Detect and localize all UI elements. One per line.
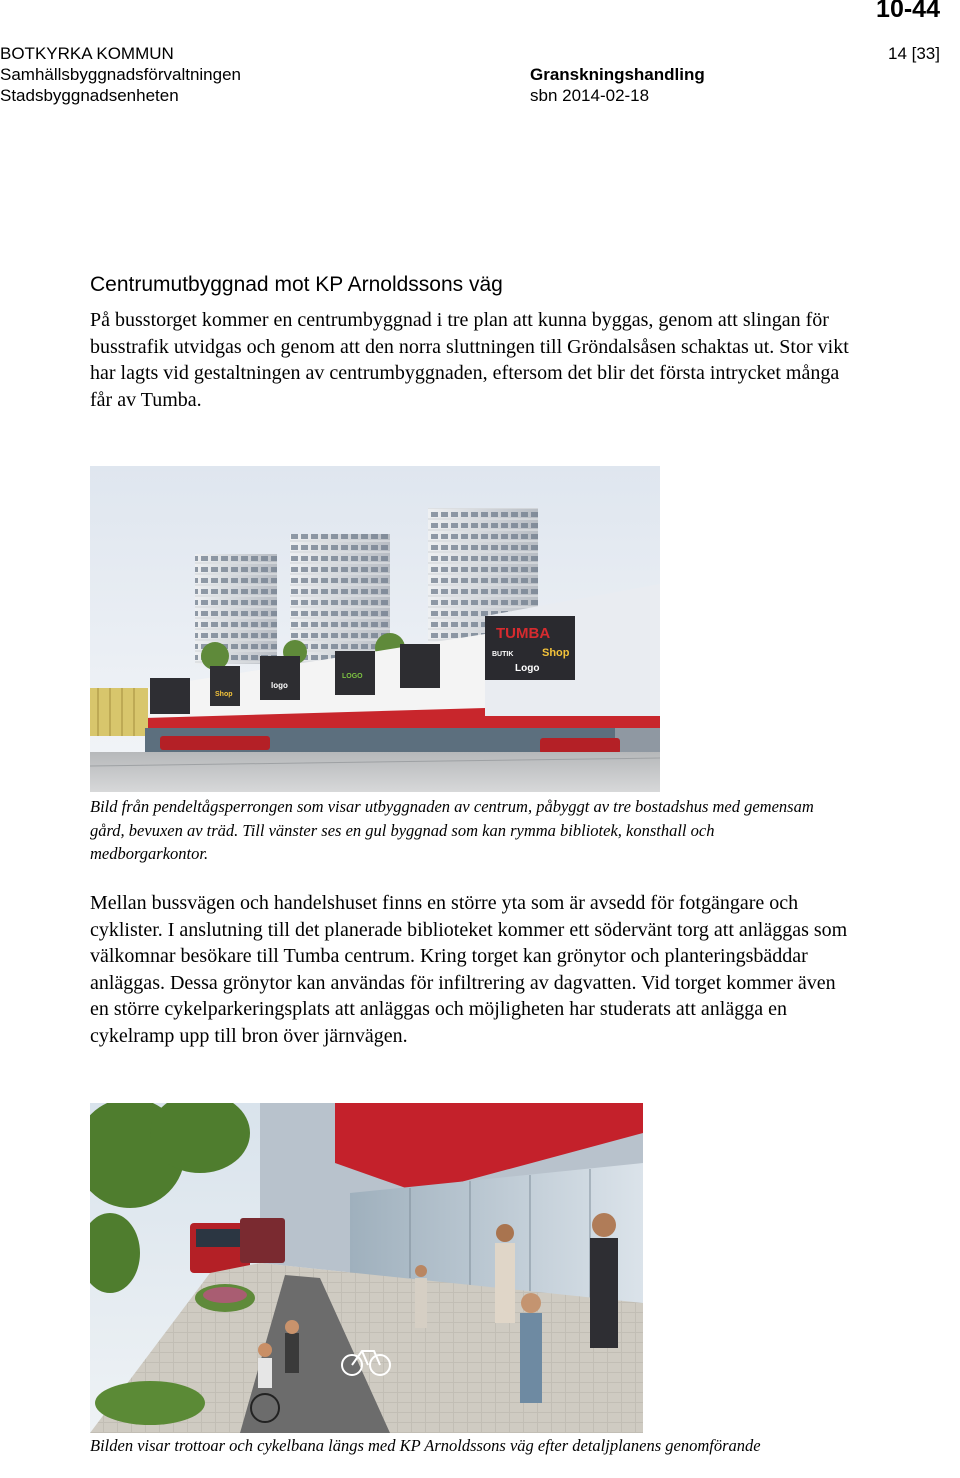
- department-name: Samhällsbyggnadsförvaltningen: [0, 65, 241, 84]
- section-heading: Centrumutbyggnad mot KP Arnoldssons väg: [90, 273, 503, 296]
- sign-shop: Shop: [542, 647, 570, 659]
- document-number: 10-44: [876, 0, 940, 23]
- document-date: sbn 2014-02-18: [530, 86, 650, 105]
- sign-logo: Logo: [515, 663, 540, 674]
- document-type: Granskningshandling: [530, 65, 705, 84]
- paragraph-square: Mellan bussvägen och handelshuset finns en större yta som är avsedd för fotgängare och cyklister. I anslutning till det planerade biblioteket kommer ett södervänt torg att anläggas som välkomnar besökare till Tumba centrum. Kring torget kan grönytor och planteringsbäddar anläggas. Dessa grönytor kan användas för infiltrering av dagvatten. Vid torget kommer även en större cykelparkeringsplats att anläggas och möjligheten har studerats att anlägga en cykelramp upp till bron över järnvägen.: [90, 892, 848, 1047]
- organization-name: BOTKYRKA KOMMUN: [0, 44, 174, 63]
- centre-rendering-image: [90, 466, 660, 792]
- figure-2-caption: Bilden visar trottoar och cykelbana längs med KP Arnoldssons väg efter detaljplanens genomförande: [90, 1436, 761, 1455]
- sign-logo-caps: LOGO: [342, 673, 363, 680]
- page-number: 14 [33]: [888, 44, 940, 63]
- sign-tumba: TUMBA: [496, 625, 551, 642]
- street-rendering-image: [90, 1103, 643, 1433]
- sign-shop-small: Shop: [215, 691, 233, 698]
- sign-butik: BUTIK: [492, 651, 514, 658]
- sign-logo-small: logo: [271, 681, 288, 690]
- paragraph-intro: På busstorget kommer en centrumbyggnad i tre plan att kunna byggas, genom att slingan för busstrafik utvidgas och genom att den norra sluttningen till Gröndalsåsen schaktas ut. Stor vikt har lagts vid gestaltningen av centrumbyggnaden, eftersom det blir det första intrycket många får av Tumba.: [90, 309, 849, 411]
- unit-name: Stadsbyggnadsenheten: [0, 86, 179, 105]
- figure-1-caption: Bild från pendeltågsperrongen som visar utbyggnaden av centrum, påbyggt av tre bostadshus med gemensam gård, bevuxen av träd. Till vänster ses en gul byggnad som kan rymma bibliotek, konsthall och medborgarkontor.: [90, 797, 814, 863]
